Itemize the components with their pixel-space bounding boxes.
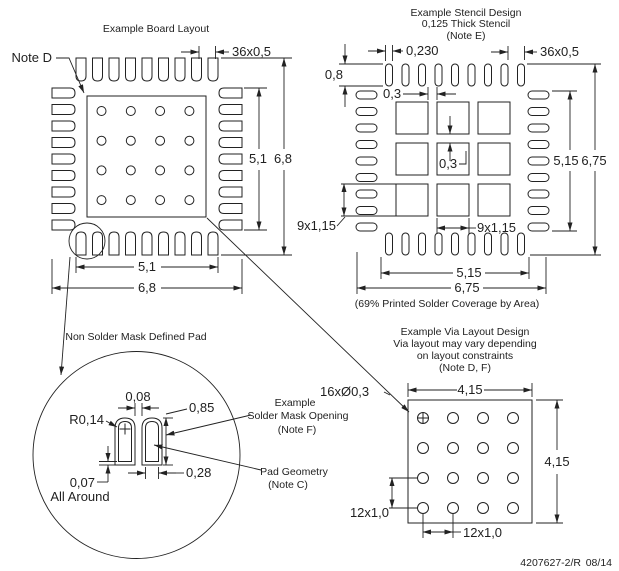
board-via-dots <box>97 107 194 205</box>
board-outer-span-h-label: 6,8 <box>137 280 157 295</box>
detail-pad-width-label: 0,28 <box>186 465 212 480</box>
via-height-label: 4,15 <box>544 454 570 469</box>
right-pad-outline <box>146 422 159 462</box>
stencil-top-slots <box>386 64 525 86</box>
stencil-outer-h-label: 6,75 <box>454 280 480 295</box>
stencil-square-gap-mid-label: 0,3 <box>439 156 458 171</box>
detail-pads <box>115 418 162 465</box>
pad-detail-figure <box>33 331 349 559</box>
via-title-1: Example Via Layout Design <box>400 326 530 338</box>
via-count-label: 16xØ0,3 <box>320 384 370 399</box>
via-title-3: on layout constraints <box>416 350 514 362</box>
pad-detail-title: Non Solder Mask Defined Pad <box>65 331 207 343</box>
stencil-aperture-width-label: 0,230 <box>406 43 439 58</box>
stencil-square-gap-top-label: 0,3 <box>383 86 402 101</box>
mask-label-1: Example <box>274 397 316 409</box>
board-bottom-pads <box>76 232 218 255</box>
board-note-d-label: Note D <box>11 50 52 65</box>
stencil-coverage-caption: (69% Printed Solder Coverage by Area) <box>354 298 540 310</box>
stencil-title-2: 0,125 Thick Stencil <box>421 18 511 30</box>
pad-geometry-label-1: Pad Geometry <box>260 466 328 478</box>
stencil-right-slots <box>528 91 549 231</box>
stencil-pitch-label: 36x0,5 <box>540 44 580 59</box>
board-top-pads <box>76 58 218 81</box>
detail-expansion-note-label: All Around <box>50 489 110 504</box>
via-width-label: 4,15 <box>457 382 483 397</box>
detail-radius-label: R0,14 <box>69 412 104 427</box>
via-title-2: Via layout may vary depending <box>393 338 537 350</box>
stencil-square-width-label: 9x1,15 <box>477 220 517 235</box>
via-pitch-h-label: 12x1,0 <box>463 525 503 540</box>
via-title-4: (Note D, F) <box>439 362 491 374</box>
center-pad-to-via-leader <box>207 218 409 412</box>
detail-callout-leader <box>61 257 70 375</box>
stencil-outer-v-label: 6,75 <box>581 153 607 168</box>
detail-circle <box>33 352 240 559</box>
board-title: Example Board Layout <box>102 23 210 35</box>
board-right-pads <box>219 88 242 230</box>
mask-label-2: Solder Mask Opening <box>247 410 349 422</box>
stencil-left-slots <box>356 91 377 231</box>
stencil-aperture-height-label: 0,8 <box>324 67 343 82</box>
board-pad-span-h-label: 5,1 <box>137 259 157 274</box>
board-dims <box>52 46 292 375</box>
via-figure <box>207 218 570 540</box>
stencil-title-1: Example Stencil Design <box>410 7 522 19</box>
stencil-bottom-slots <box>386 233 525 255</box>
via-holes <box>417 412 519 514</box>
board-figure <box>12 23 293 375</box>
board-left-pads <box>52 88 75 230</box>
board-pitch-dim-label: 36x0,5 <box>232 44 272 59</box>
mask-label-3: (Note F) <box>277 424 317 436</box>
solder-mask-leader <box>166 415 251 435</box>
footer-date: 08/14 <box>585 557 612 569</box>
stencil-title-3: (Note E) <box>446 30 486 42</box>
via-pitch-v-label: 12x1,0 <box>349 505 389 520</box>
stencil-span-v-label: 5,15 <box>553 153 579 168</box>
via-dims <box>207 218 563 538</box>
board-detail-callout-circle <box>69 223 105 259</box>
detail-dims <box>97 403 261 482</box>
detail-expansion-label: 0,07 <box>69 475 95 490</box>
stencil-figure <box>297 7 607 310</box>
board-outer-span-v-label: 6,8 <box>273 151 293 166</box>
pad-geometry-label-2: (Note C) <box>268 479 308 491</box>
detail-gap-label: 0,08 <box>125 389 151 404</box>
board-pad-span-v-label: 5,1 <box>248 151 268 166</box>
stencil-square-height-label: 9x1,15 <box>296 218 336 233</box>
stencil-span-h-label: 5,15 <box>456 265 482 280</box>
footer-doc-number: 4207627-2/R <box>520 557 581 569</box>
detail-opening-length-label: 0,85 <box>189 400 215 415</box>
